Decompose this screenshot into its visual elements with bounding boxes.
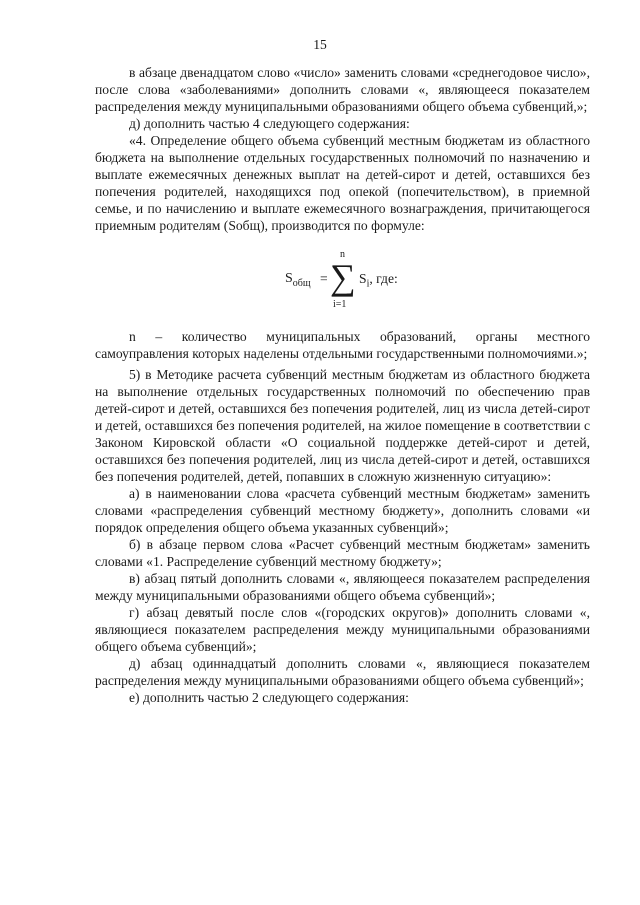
formula-rhs-symbol: S: [359, 271, 367, 286]
paragraph: n – количество муниципальных образований, органы местного самоуправления которых наделены отдельными государственными полномочиями.»;: [95, 329, 590, 361]
formula: [95, 244, 590, 314]
paragraph: «4. Определение общего объема субвенций местным бюджетам из областного бюджета на выполнение отдельных государственных полномочий по назначению и выплате ежемесячных денежных выплат на детей-сирот и детей, оставшихся без попечения родителей, находящихся под опекой (попечительством), в приемной семье, и по начислению и выплате ежемесячного вознаграждения, причитающегося приемным родителям (Sобщ), производится по формуле:: [95, 133, 590, 233]
formula-rhs: [359, 270, 398, 293]
paragraph: в абзаце двенадцатом слово «число» заменить словами «среднегодовое число», после слова «заболеваниями» дополнить словами «, являющееся показателем распределения между муниципальными образованиями общего объема субвенций,»;: [95, 65, 590, 114]
formula-equals: =: [320, 271, 328, 286]
paragraph: в) абзац пятый дополнить словами «, являющееся показателем распределения между муниципальными образованиями общего объема субвенций»;: [95, 571, 590, 603]
paragraph: а) в наименовании слова «расчета субвенций местным бюджетам» заменить словами «распределения субвенций местному бюджету», дополнить словами «и порядок определения общего объема указанных субвенций»;: [95, 486, 590, 535]
formula-lhs-symbol: S: [285, 271, 293, 286]
formula-lhs: [285, 270, 311, 292]
paragraph: г) абзац девятый после слов «(городских округов)» дополнить словами «, являющиеся показателем распределения между муниципальными образованиями общего объема субвенций»;: [95, 605, 590, 654]
formula-sigma-symbol: ∑: [330, 257, 356, 297]
formula-sum-lower: i=1: [333, 299, 347, 310]
paragraph: е) дополнить частью 2 следующего содержания:: [129, 690, 409, 705]
document-body: [95, 64, 590, 706]
paragraph: б) в абзаце первом слова «Расчет субвенций местным бюджетам» заменить словами «1. Распределение субвенций местному бюджету»;: [95, 537, 590, 569]
formula-lhs-subscript: общ: [292, 277, 311, 289]
paragraph: д) абзац одиннадцатый дополнить словами «, являющиеся показателем распределения между муниципальными образованиями общего объема субвенций»;: [95, 656, 590, 688]
paragraph: д) дополнить частью 4 следующего содержания:: [129, 116, 410, 131]
formula-sum-upper: n: [340, 249, 345, 260]
page-number: 15: [313, 37, 327, 52]
paragraph: 5) в Методике расчета субвенций местным бюджетам из областного бюджета на выполнение отдельных государственных полномочий по обеспечению прав детей-сирот и детей, оставшихся без попечения родителей, лиц из числа детей-сирот и детей, оставшихся без попечения родителей, на жилое помещение в соответствии с Законом Кировской области «О социальной поддержке детей-сирот и детей, оставшихся без попечения родителей, лиц из числа детей-сирот и детей, оставшихся без попечения родителей, детей, попавших в сложную жизненную ситуацию»:: [95, 367, 590, 484]
formula-rhs-subscript: i: [366, 278, 370, 290]
formula-tail: , где:: [369, 271, 398, 286]
